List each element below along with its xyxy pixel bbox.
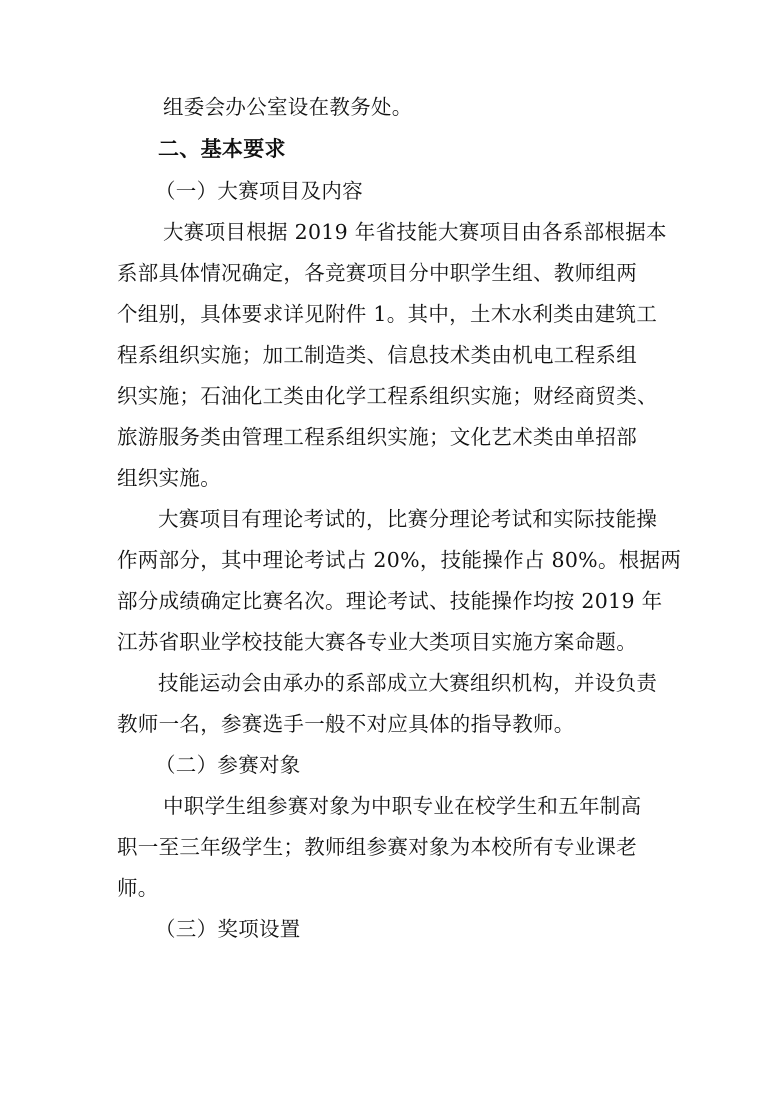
subsection-heading-3: （三）奖项设置	[155, 917, 301, 941]
paragraph-line: 技能运动会由承办的系部成立大赛组织机构，并设负责	[158, 671, 658, 695]
section-heading-2: 二、基本要求	[158, 137, 286, 161]
paragraph-line: 职一至三年级学生；教师组参赛对象为本校所有专业课老	[117, 835, 637, 859]
paragraph-line: 江苏省职业学校技能大赛各专业大类项目实施方案命题。	[117, 630, 637, 654]
paragraph-line: 旅游服务类由管理工程系组织实施；文化艺术类由单招部	[117, 425, 637, 449]
paragraph-line: 中职学生组参赛对象为中职专业在校学生和五年制高	[163, 794, 642, 818]
paragraph-line: 程系组织实施；加工制造类、信息技术类由机电工程系组	[117, 343, 637, 367]
paragraph-line: 系部具体情况确定，各竞赛项目分中职学生组、教师组两	[117, 261, 637, 285]
paragraph-line: 部分成绩确定比赛名次。理论考试、技能操作均按 2019 年	[117, 589, 663, 613]
text-line-1: 组委会办公室设在教务处。	[163, 95, 413, 119]
paragraph-line: 个组别，具体要求详见附件 1。其中，土木水利类由建筑工	[117, 302, 658, 326]
paragraph-line: 大赛项目根据 2019 年省技能大赛项目由各系部根据本	[163, 220, 667, 244]
paragraph-line: 作两部分，其中理论考试占 20%，技能操作占 80%。根据两	[117, 548, 682, 572]
subsection-heading-1: （一）大赛项目及内容	[155, 179, 363, 203]
paragraph-line: 教师一名，参赛选手一般不对应具体的指导教师。	[117, 712, 575, 736]
subsection-heading-2: （二）参赛对象	[155, 753, 301, 777]
paragraph-line: 师。	[117, 876, 159, 900]
paragraph-line: 大赛项目有理论考试的，比赛分理论考试和实际技能操	[158, 507, 658, 531]
paragraph-line: 织实施；石油化工类由化学工程系组织实施；财经商贸类、	[117, 384, 658, 408]
paragraph-line: 组织实施。	[117, 466, 221, 490]
